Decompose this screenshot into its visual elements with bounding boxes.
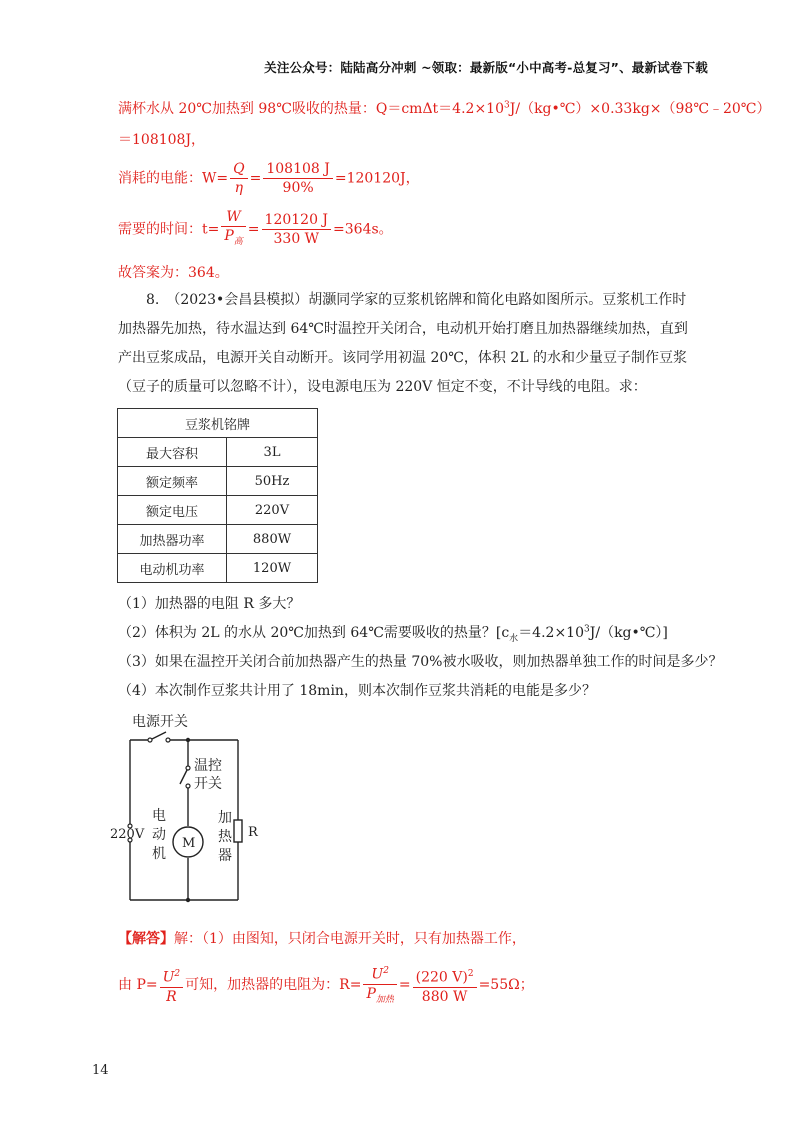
- problem-line-3: 产出豆浆成品，电源开关自动断开。该同学用初温 20℃，体积 2L 的水和少量豆子制作豆浆: [118, 350, 688, 366]
- junction-bottom: [186, 898, 190, 902]
- table-row: 最大容积 3L: [118, 438, 318, 467]
- energy-calculation: 消耗的电能：W= $\frac{Q}{\eta}$ = $\frac{108108 J}{90\%}$ =120120J，: [118, 161, 420, 196]
- heater-label-3: 器: [218, 848, 232, 864]
- energy-fraction-q: $\frac{Q}{\eta}$: [230, 160, 247, 197]
- power-switch-pivot: [148, 738, 152, 742]
- thermo-label-2: 开关: [194, 776, 222, 792]
- problem-line-2: 加热器先加热，待水温达到 64℃时温控开关闭合，电动机开始打磨且加热器继续加热，直到: [118, 321, 688, 337]
- energy-fraction: $\frac{108108 J}{90\%}$: [263, 160, 333, 197]
- circuit-diagram: [110, 708, 290, 908]
- question-1: （1）加热器的电阻 R 多大？: [118, 596, 301, 612]
- solution-tag: 【解答】: [118, 931, 174, 947]
- page-number: 14: [92, 1063, 109, 1078]
- answer-line: 故答案为：364。: [118, 265, 229, 281]
- heat-exponent: 3: [504, 100, 510, 111]
- solution-formula: 由 P= $\frac{U^2}{R}$ 可知，加热器的电阻为：R= $\frac{U^2}{P_{加热}}$ = $\frac{(220 V)^2}{880 W}$ =55Ω；: [118, 962, 534, 1008]
- table-row: 加热器功率 880W: [118, 525, 318, 554]
- junction-top: [186, 738, 190, 742]
- solution-intro-text: 解：（1）由图知，只闭合电源开关时，只有加热器工作，: [174, 931, 526, 947]
- time-fraction-w: $\frac{W}{P_高}$: [221, 208, 245, 251]
- power-switch-label: 电源开关: [132, 714, 188, 730]
- problem-line-1: 8. （2023•会昌县模拟）胡灏同学家的豆浆机铭牌和简化电路如图所示。豆浆机工作时: [146, 292, 687, 308]
- voltage-label: 220V: [110, 827, 145, 842]
- time-label: 需要的时间：t=: [118, 221, 220, 238]
- heater-label-2: 热: [218, 829, 232, 845]
- thermo-switch-blade: [180, 768, 188, 784]
- table-row: 额定频率 50Hz: [118, 467, 318, 496]
- motor-symbol: M: [182, 836, 196, 851]
- solution-intro: [118, 928, 526, 948]
- heat-line: 满杯水从 20℃加热到 98℃吸收的热量：Q＝cmΔt＝4.2×10: [118, 101, 504, 117]
- heater-label-1: 加: [218, 810, 232, 826]
- time-calculation: 需要的时间：t= $\frac{W}{P_高}$ = $\frac{120120 J}{330 W}$ =364s。: [118, 208, 393, 251]
- question-2: （2）体积为 2L 的水从 20℃加热到 64℃需要吸收的热量？$[c_水=4.2\times 10^3J/(kg•℃)]$: [118, 624, 668, 644]
- heat-result: ＝108108J，: [118, 132, 206, 148]
- page-header: 关注公众号：陆陆高分冲刺 ~领取：最新版“小中高考-总复习”、最新试卷下载: [264, 60, 708, 75]
- problem-line-4: （豆子的质量可以忽略不计），设电源电压为 220V 恒定不变，不计导线的电阻。求：: [118, 379, 647, 395]
- heater-resistor: [234, 820, 242, 842]
- table-row: [118, 409, 318, 438]
- problem-text: [118, 286, 718, 402]
- motor-label-1: 电: [152, 808, 166, 824]
- thermo-switch-pivot: [186, 766, 190, 770]
- nameplate-title: 豆浆机铭牌: [118, 409, 318, 438]
- question-4: （4）本次制作豆浆共计用了 18min，则本次制作豆浆共消耗的电能是多少？: [118, 683, 596, 699]
- time-fraction: $\frac{120120 J}{330 W}$: [262, 211, 332, 248]
- r-value-fraction: $\frac{(220 V)^2}{880 W}$: [413, 965, 477, 1006]
- motor-label-3: 机: [152, 846, 166, 862]
- table-row: 电动机功率 120W: [118, 554, 318, 583]
- resistor-label: R: [248, 825, 258, 840]
- heat-calculation: [118, 98, 770, 118]
- energy-label: 消耗的电能：W=: [118, 170, 229, 187]
- power-switch-blade: [150, 732, 166, 740]
- question-3: （3）如果在温控开关闭合前加热器产生的热量 70%被水吸收，则加热器单独工作的时间是多少？: [118, 654, 723, 670]
- nameplate-table: [117, 408, 318, 583]
- energy-result: =120120J，: [334, 170, 420, 187]
- motor-label-2: 动: [152, 827, 166, 843]
- r-formula-fraction: $\frac{U^2}{P_{加热}}$: [363, 962, 396, 1008]
- thermo-switch-contact: [186, 784, 190, 788]
- time-result: =364s。: [333, 221, 393, 238]
- thermo-label-1: 温控: [194, 758, 222, 774]
- power-switch-contact: [166, 738, 170, 742]
- p-formula-fraction: $\frac{U^2}{R}$: [160, 965, 184, 1006]
- table-row: 额定电压 220V: [118, 496, 318, 525]
- heat-tail: J/（kg•℃）×0.33kg×（98℃﹣20℃）: [509, 101, 771, 117]
